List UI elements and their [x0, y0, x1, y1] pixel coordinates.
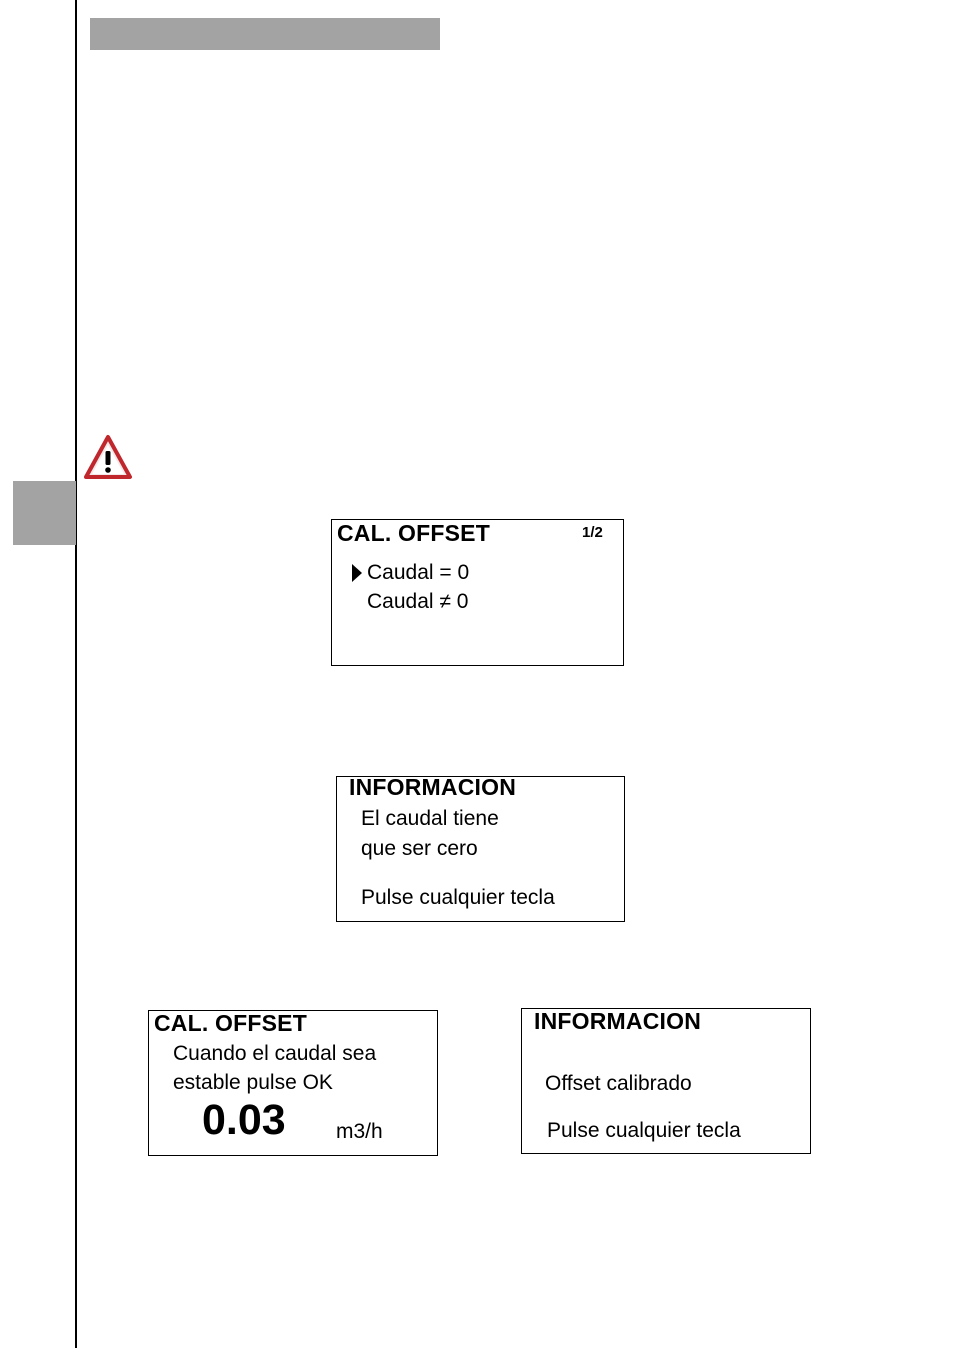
screen-title: CAL. OFFSET	[154, 1010, 307, 1036]
menu-option-caudal-zero[interactable]: Caudal = 0	[367, 561, 470, 584]
margin-rule	[75, 0, 77, 1348]
screen-footer: Pulse cualquier tecla	[361, 886, 555, 909]
screen-title: INFORMACION	[349, 774, 517, 800]
lcd-screen-cal-offset-measure	[148, 1010, 438, 1156]
info-line-2: que ser cero	[361, 837, 478, 860]
screen-title: INFORMACION	[534, 1008, 702, 1034]
lcd-screen-informacion-offset	[521, 1008, 811, 1154]
info-message: Offset calibrado	[545, 1072, 692, 1095]
info-line-1: El caudal tiene	[361, 807, 499, 830]
instruction-line-1: Cuando el caudal sea	[173, 1042, 377, 1065]
instruction-line-2: estable pulse OK	[173, 1071, 333, 1094]
triangle-right-icon	[352, 564, 362, 582]
page-indicator: 1/2	[582, 524, 603, 541]
flow-value: 0.03	[202, 1096, 286, 1144]
menu-option-caudal-nonzero[interactable]: Caudal ≠ 0	[367, 590, 469, 613]
header-bar	[90, 18, 440, 50]
warning-triangle-icon	[83, 434, 133, 480]
flow-unit: m3/h	[336, 1120, 383, 1143]
lcd-screen-informacion-caudal	[336, 776, 625, 922]
side-tab	[13, 481, 76, 545]
lcd-screen-cal-offset-menu	[331, 519, 624, 666]
screen-footer: Pulse cualquier tecla	[547, 1119, 741, 1142]
screen-title: CAL. OFFSET	[337, 520, 490, 546]
